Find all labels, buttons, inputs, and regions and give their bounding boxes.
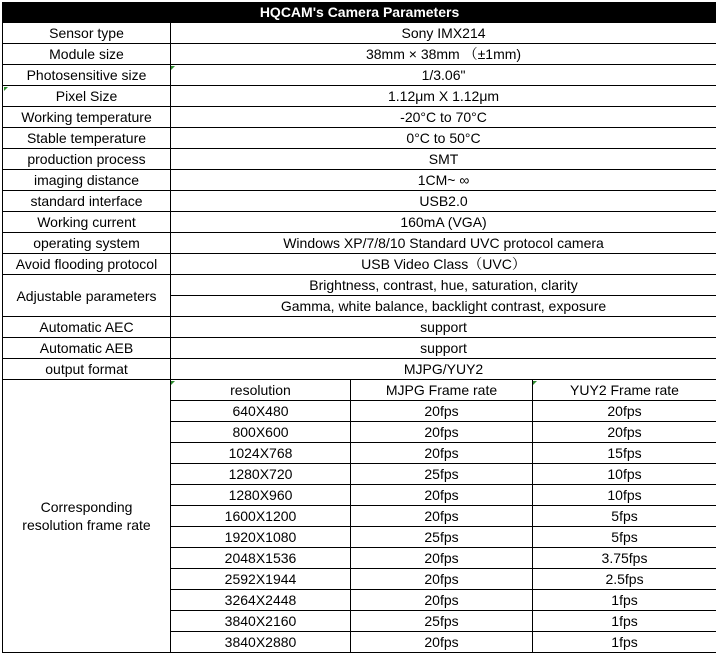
table-row <box>3 359 716 380</box>
param-label: Pixel Size <box>3 86 171 107</box>
title-row <box>3 3 716 23</box>
resolution-cell: 2048X1536 <box>171 548 351 569</box>
resolution-cell: 3840X2160 <box>171 611 351 632</box>
mjpg-rate-cell: 25fps <box>351 611 533 632</box>
resolution-cell: 1280X960 <box>171 485 351 506</box>
param-label: Photosensitive size <box>3 65 171 86</box>
param-label: Stable temperature <box>3 128 171 149</box>
mjpg-rate-cell: 20fps <box>351 443 533 464</box>
yuy2-rate-cell: 5fps <box>533 527 716 548</box>
mjpg-rate-cell: 25fps <box>351 527 533 548</box>
resolution-cell: 640X480 <box>171 401 351 422</box>
table-title: HQCAM's Camera Parameters <box>3 3 716 23</box>
yuy2-rate-cell: 20fps <box>533 401 716 422</box>
cell-marker <box>4 87 8 91</box>
framerate-label-line2: resolution frame rate <box>22 517 151 533</box>
resolution-cell: 2592X1944 <box>171 569 351 590</box>
table-row <box>3 23 716 44</box>
table-row <box>3 149 716 170</box>
param-value: Sony IMX214 <box>171 23 716 44</box>
cell-marker <box>171 381 175 385</box>
yuy2-rate-cell: 15fps <box>533 443 716 464</box>
param-label: Automatic AEB <box>3 338 171 359</box>
mjpg-rate-cell: 20fps <box>351 485 533 506</box>
param-value: -20°C to 70°C <box>171 107 716 128</box>
param-label: Sensor type <box>3 23 171 44</box>
column-header: MJPG Frame rate <box>351 380 533 401</box>
table-row <box>3 233 716 254</box>
mjpg-rate-cell: 20fps <box>351 548 533 569</box>
table-row <box>3 275 716 296</box>
resolution-cell: 1600X1200 <box>171 506 351 527</box>
param-label: Working temperature <box>3 107 171 128</box>
param-value: support <box>171 317 716 338</box>
param-label: imaging distance <box>3 170 171 191</box>
mjpg-rate-cell: 20fps <box>351 569 533 590</box>
mjpg-rate-cell: 20fps <box>351 401 533 422</box>
mjpg-rate-cell: 25fps <box>351 464 533 485</box>
param-value: 160mA (VGA) <box>171 212 716 233</box>
column-header: resolution <box>171 380 351 401</box>
param-value: Brightness, contrast, hue, saturation, clarity <box>171 275 716 296</box>
column-header: YUY2 Frame rate <box>533 380 716 401</box>
table-row <box>3 338 716 359</box>
yuy2-rate-cell: 3.75fps <box>533 548 716 569</box>
param-value: support <box>171 338 716 359</box>
param-value: Windows XP/7/8/10 Standard UVC protocol camera <box>171 233 716 254</box>
yuy2-rate-cell: 1fps <box>533 611 716 632</box>
param-label: Working current <box>3 212 171 233</box>
param-value: 38mm × 38mm （±1mm) <box>171 44 716 65</box>
param-value: USB Video Class（UVC） <box>171 254 716 275</box>
yuy2-rate-cell: 2.5fps <box>533 569 716 590</box>
table-row <box>3 44 716 65</box>
table-row <box>3 128 716 149</box>
param-value: MJPG/YUY2 <box>171 359 716 380</box>
resolution-cell: 3264X2448 <box>171 590 351 611</box>
param-label: standard interface <box>3 191 171 212</box>
mjpg-rate-cell: 20fps <box>351 506 533 527</box>
param-value: 1.12μm X 1.12μm <box>171 86 716 107</box>
yuy2-rate-cell: 1fps <box>533 632 716 653</box>
param-label: Adjustable parameters <box>3 275 171 317</box>
resolution-cell: 3840X2880 <box>171 632 351 653</box>
yuy2-rate-cell: 1fps <box>533 590 716 611</box>
table-row <box>3 254 716 275</box>
framerate-header-row <box>3 380 716 401</box>
cell-marker <box>171 66 175 70</box>
framerate-label-line1: Corresponding <box>40 499 133 515</box>
resolution-cell: 1280X720 <box>171 464 351 485</box>
mjpg-rate-cell: 20fps <box>351 632 533 653</box>
yuy2-rate-cell: 10fps <box>533 464 716 485</box>
param-value: SMT <box>171 149 716 170</box>
yuy2-rate-cell: 5fps <box>533 506 716 527</box>
param-value: 1CM~ ∞ <box>171 170 716 191</box>
param-label: Automatic AEC <box>3 317 171 338</box>
yuy2-rate-cell: 10fps <box>533 485 716 506</box>
resolution-cell: 1024X768 <box>171 443 351 464</box>
table-row <box>3 317 716 338</box>
param-label: operating system <box>3 233 171 254</box>
table-row <box>3 170 716 191</box>
table-row <box>3 212 716 233</box>
param-value: Gamma, white balance, backlight contrast, exposure <box>171 296 716 317</box>
table-body <box>3 3 716 653</box>
camera-parameters-table <box>2 2 716 653</box>
framerate-label <box>3 380 171 653</box>
param-label: production process <box>3 149 171 170</box>
table-row <box>3 107 716 128</box>
mjpg-rate-cell: 20fps <box>351 590 533 611</box>
table-row <box>3 191 716 212</box>
param-value: 0°C to 50°C <box>171 128 716 149</box>
param-label: Module size <box>3 44 171 65</box>
resolution-cell: 1920X1080 <box>171 527 351 548</box>
param-value: USB2.0 <box>171 191 716 212</box>
yuy2-rate-cell: 20fps <box>533 422 716 443</box>
param-label: Avoid flooding protocol <box>3 254 171 275</box>
cell-marker <box>533 381 537 385</box>
table-row <box>3 86 716 107</box>
resolution-cell: 800X600 <box>171 422 351 443</box>
table-row <box>3 65 716 86</box>
param-value: 1/3.06" <box>171 65 716 86</box>
mjpg-rate-cell: 20fps <box>351 422 533 443</box>
param-label: output format <box>3 359 171 380</box>
